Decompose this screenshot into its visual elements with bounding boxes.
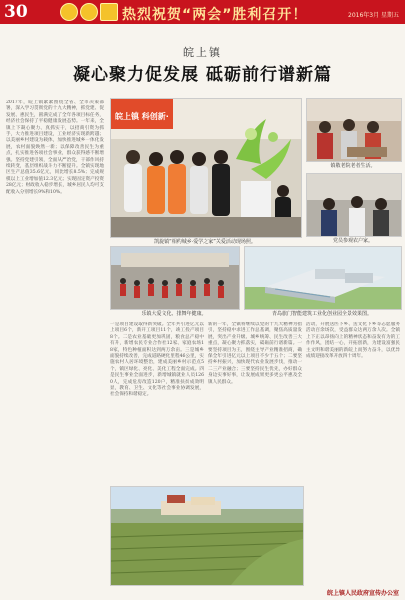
photo-elderly-home xyxy=(306,98,402,162)
article-column-2: 一是项目建设取得新突破。全年共引进亿元以上项目6个，新开工项目11个，竣工投产项目8个。二是农业基础更加巩固，粮食总产稳中有升，新增农民专业合作社12家、家庭农场18家，特色种植面积达到两万余亩。三是城乡面貌持续改善，完成道路硬化里程46公里，实施农村人居环境整治，建成美丽乡村示范点5个，镇区绿化、亮化、美化工程全面完成。四是民生事业全面进步，新增城镇就业人员1260人，完成危房改造120户，精准扶贫成效明显，教育、卫生、文化等社会事业协调发展，社会保持和谐稳定。 xyxy=(110,322,204,398)
photo-main-event xyxy=(110,98,302,238)
footer-logo: 皖上镇人民政府宣传办公室 xyxy=(326,590,399,597)
header-slogan: 热烈祝贺“两会”胜利召开！ xyxy=(122,7,308,23)
caption-party-visit: 党员参观农户家。 xyxy=(332,238,373,244)
factory-rendering-illustration xyxy=(245,247,401,309)
article-column-4: 活动，开展送医下乡、送文化下乡等志愿服务活动百余场次，受益群众达两万余人次。全镇上下正以昂扬向上的精神状态和奋发有为的工作作风，团结一心，开拓创新，为建设富强民主文明和谐美丽的新皖上而努力奋斗，以优异成绩迎接改革开放四十周年。 xyxy=(306,322,400,360)
party-emblems xyxy=(60,3,120,21)
photo-square-dance xyxy=(110,246,240,310)
photo-town-landscape xyxy=(110,486,304,586)
emblem-icon xyxy=(80,3,98,21)
article-title: 凝心聚力促发展 砥砺前行谱新篇 xyxy=(73,65,332,85)
caption-main-event: 凯旋镇“相约城乡·爱学之家”关爱活动现场照。 xyxy=(154,239,256,245)
page-footer xyxy=(0,586,405,600)
square-dance-illustration xyxy=(111,247,239,309)
banner-text: 皖上镇 科创新· xyxy=(115,112,169,121)
photo-party-visit xyxy=(306,173,402,237)
caption-elderly-home: 镇敬老院老者生活。 xyxy=(330,163,376,169)
town-landscape-illustration xyxy=(111,487,303,585)
header-band xyxy=(0,0,405,24)
header-date: 2016年3月 星期五 xyxy=(348,12,399,19)
caption-square-dance: 乐镇大爱文化、排舞年健康。 xyxy=(141,311,207,317)
party-visit-illustration xyxy=(307,174,401,236)
emblem-icon xyxy=(60,3,78,21)
article-column-1: 2017年，皖上镇紧紧围绕全省、全市决策部署，深入学习贯彻党的十九大精神，抓党建、促发展、惠民生，圆满完成了全年各项目标任务，经济社会保持了平稳健康发展态势。一年来，全镇上下凝心聚力、真抓实干，以招商引资为抓手，大力推进项目建设，工业经济实现新跨越；以美丽乡村建设为载体，加快推进城乡一体化发展，农村面貌焕然一新；以保障改善民生为重点，扎实推进各项社会事业，群众获得感不断增强。坚持党建引领，全面从严治党，干部作风持续转变，基层组织战斗力不断提升。全镇实现地区生产总值35.6亿元，同比增长8.5%；完成规模以上工业增加值12.3亿元；实现固定资产投资28亿元；财政收入稳步增长，城乡居民人均可支配收入分别增长9%和10%。 xyxy=(6,100,104,195)
caption-factory-rendering: 青岛旅门智能建筑工业化创业园全景效果图。 xyxy=(271,311,372,317)
article-column-3: 新的一年，全镇将继续以党的十九大精神为指引，坚持稳中求进工作总基调，聚焦高质量发展，突出产业升级、城乡统筹、民生改善三大重点，凝心聚力抓落实，砥砺前行谱新篇。一要坚持项目为王，围绕主导产业精准招商，确保全年引进亿元以上项目不少于五个；二要坚持乡村振兴，加快现代农业发展步伐，推动一二三产业融合；三要坚持民生优先，办好群众身边实事好事，让发展成果更多更公平惠及全镇人民群众。 xyxy=(208,322,302,385)
elderly-home-illustration xyxy=(307,99,401,161)
main-event-illustration xyxy=(111,99,301,237)
flag-icon xyxy=(100,3,118,21)
article-subtitle: 皖上镇 xyxy=(183,46,222,59)
page-number: 30 xyxy=(4,2,28,22)
photo-factory-rendering xyxy=(244,246,402,310)
